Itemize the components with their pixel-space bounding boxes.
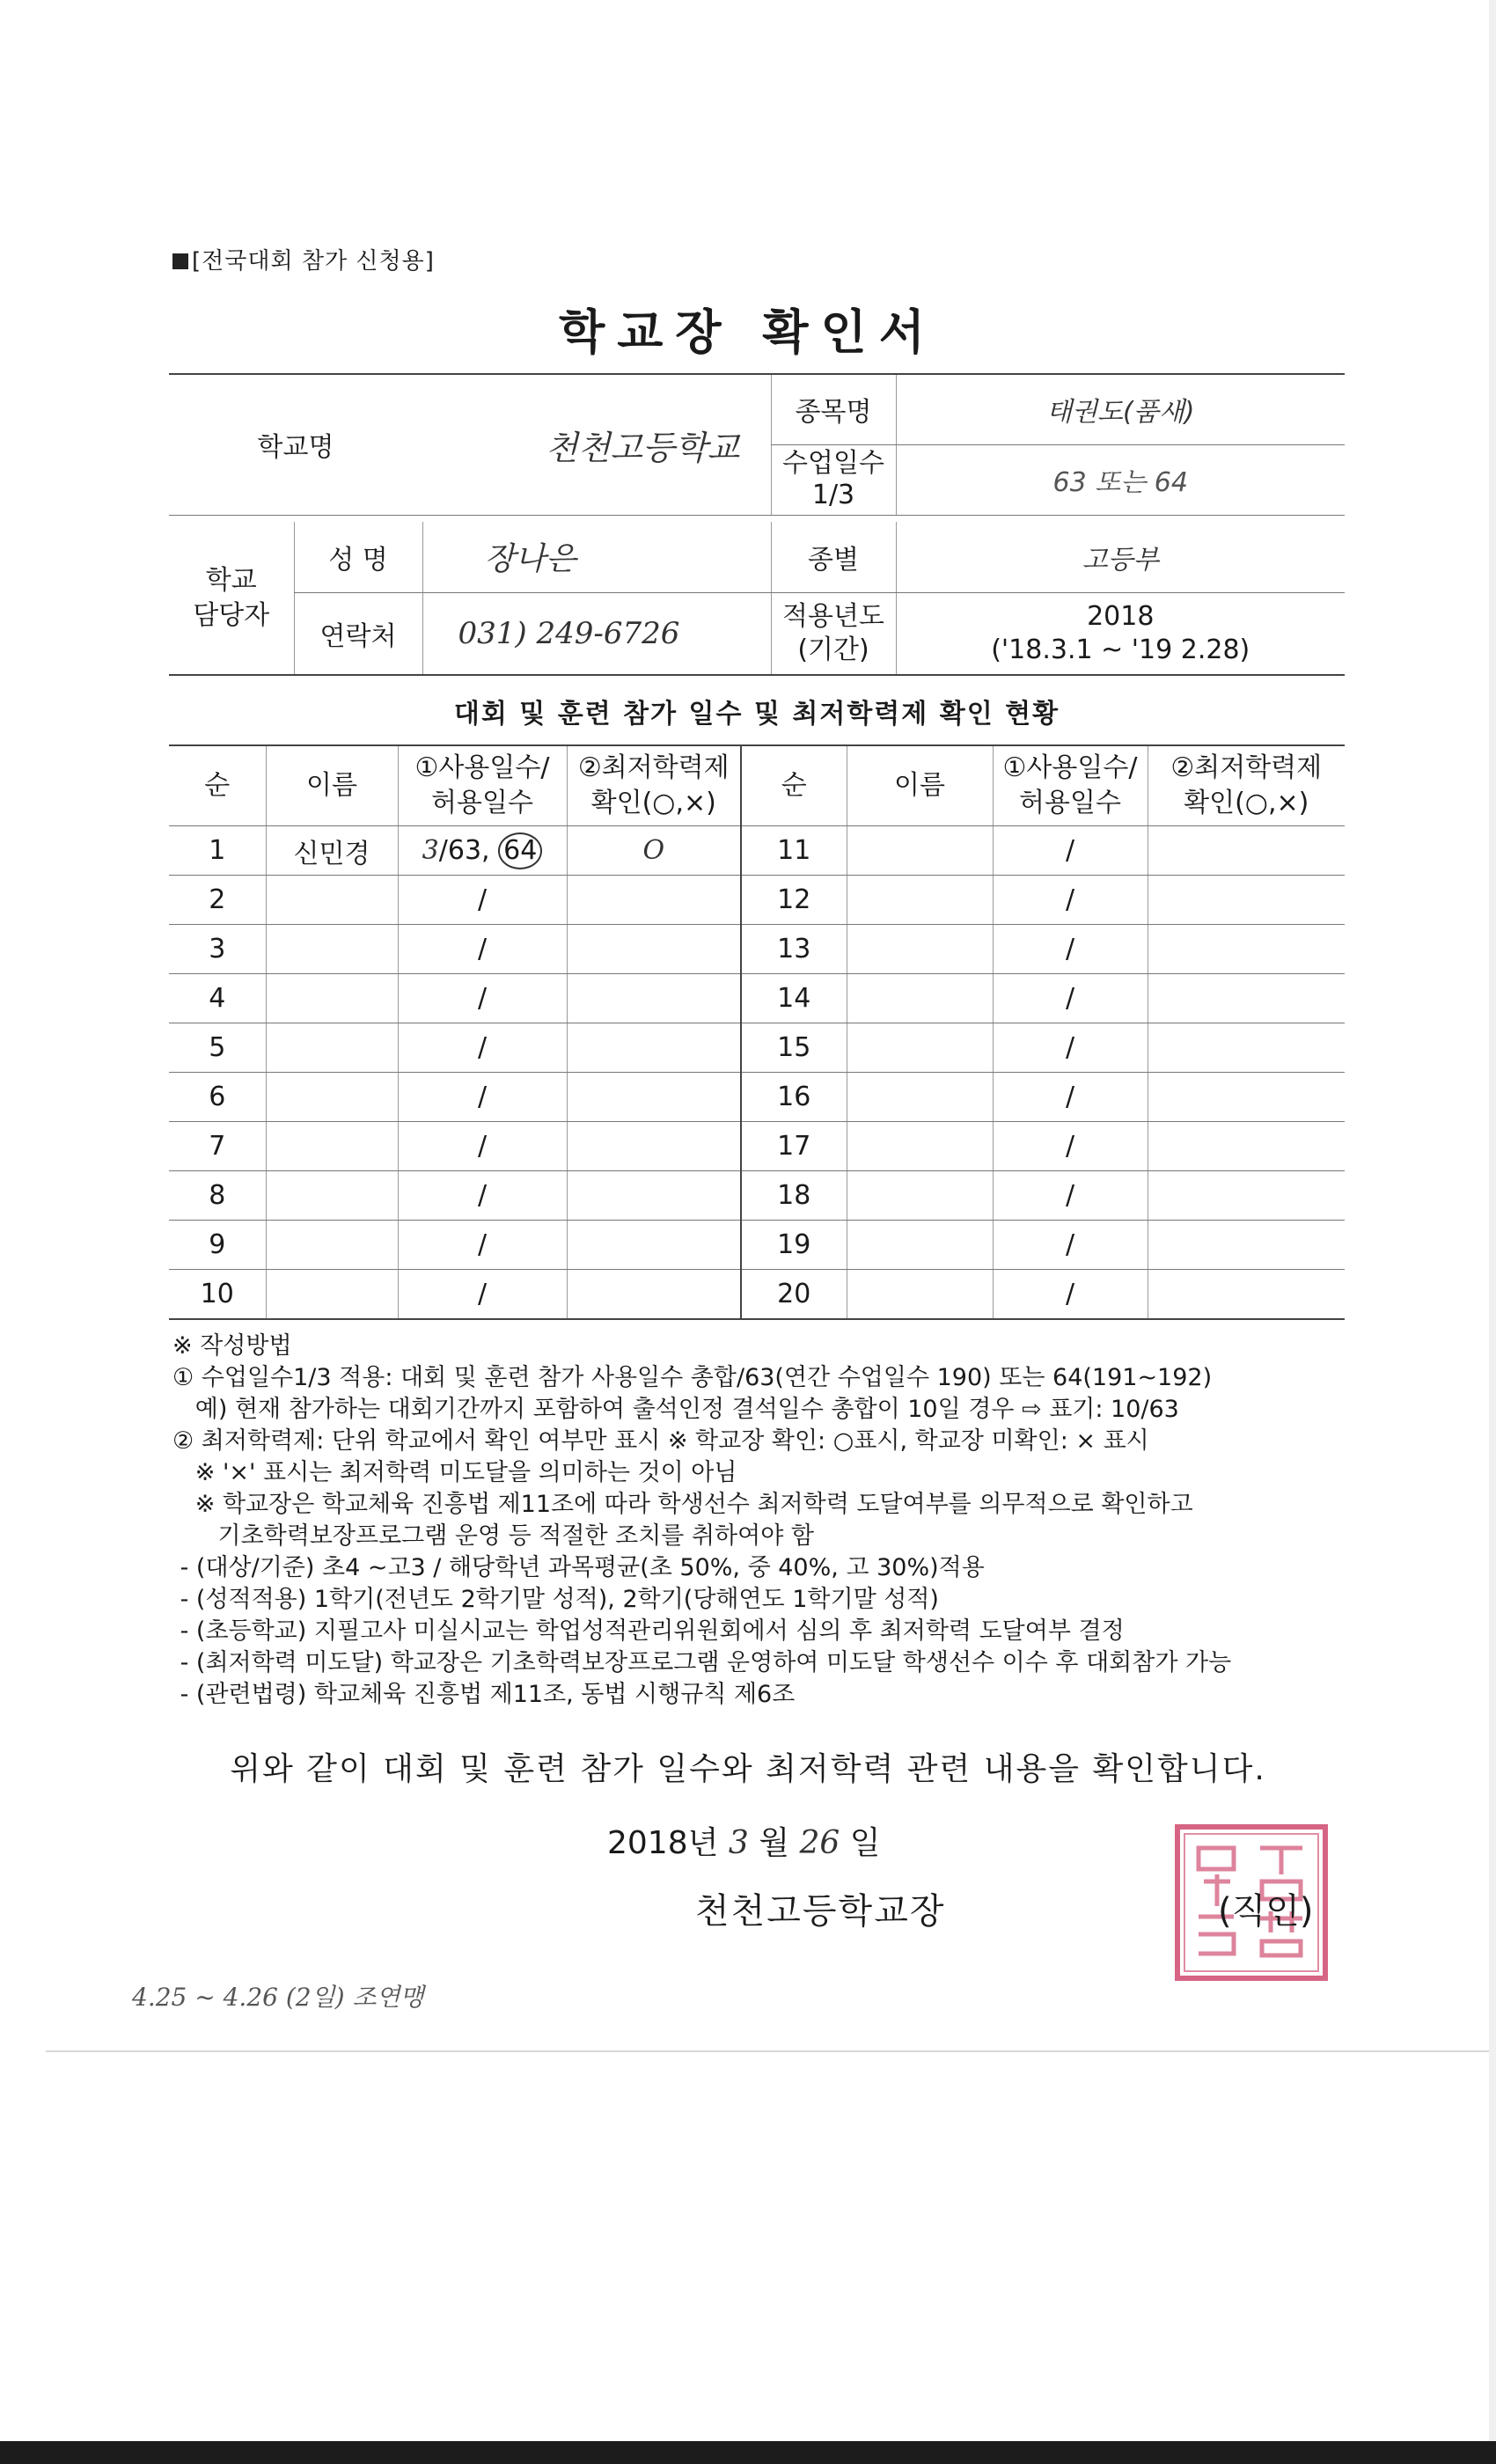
table-row: 7 / 17 / (169, 1122, 1345, 1171)
note-line: - (최저학력 미도달) 학교장은 기초학력보장프로그램 운영하여 미도달 학생선수 이수 후 대회참가 가능 (172, 1649, 1232, 1676)
col-days: ①사용일수/ 허용일수 (398, 745, 567, 826)
school-name-value: 천천고등학교 (422, 374, 771, 515)
class-days-value: 63 또는 64 (896, 444, 1345, 515)
category-value: 고등부 (896, 522, 1345, 592)
instructions (172, 1331, 1352, 1711)
table-row: 9 / 19 / (169, 1221, 1345, 1270)
page-title: 학교장 확인서 (559, 304, 937, 360)
note-line: ※ 학교장은 학교체육 진흥법 제11조에 따라 학생선수 최저학력 도달여부를 의무적으로 확인하고 (172, 1491, 1193, 1518)
table-header-row (169, 745, 1345, 826)
staff-name-value: 장나은 (422, 522, 771, 592)
category-label: 종별 (771, 522, 896, 592)
roster-table (169, 744, 1345, 1320)
col-no: 순 (741, 745, 847, 826)
year-value: 2018 ('18.3.1 ~ '19 2.28) (896, 592, 1345, 675)
note-line: ② 최저학력제: 단위 학교에서 확인 여부만 표시 ※ 학교장 확인: ○표시, 학교장 미확인: × 표시 (172, 1427, 1149, 1455)
note-line: ※ 작성방법 (172, 1332, 292, 1360)
note-line: ① 수업일수1/3 적용: 대회 및 훈련 참가 사용일수 총합/63(연간 수업일수 190) 또는 64(191~192) (172, 1364, 1213, 1391)
col-no: 순 (169, 745, 266, 826)
confirmation-statement: 위와 같이 대회 및 훈련 참가 일수와 최저학력 관련 내용을 확인합니다. (230, 1751, 1266, 1787)
table-row: 10 / 20 / (169, 1270, 1345, 1320)
staff-label: 학교 담당자 (169, 522, 294, 675)
scan-border (0, 2441, 1496, 2464)
event-label: 종목명 (771, 374, 896, 444)
table-row: 4 / 14 / (169, 974, 1345, 1023)
col-days: ①사용일수/ 허용일수 (993, 745, 1148, 826)
year-label: 적용년도 (기간) (771, 592, 896, 675)
note-line: ※ '×' 표시는 최저학력 미도달을 의미하는 것이 아님 (172, 1459, 737, 1486)
table-row: 1 신민경 3/63, 64 O 11 / (169, 826, 1345, 876)
col-name: 이름 (847, 745, 993, 826)
principal-title: 천천고등학교장 (695, 1891, 946, 1932)
col-check: ②최저학력제 확인(○,×) (567, 745, 741, 826)
note-line: - (대상/기준) 초4 ~고3 / 해당학년 과목평균(초 50%, 중 40%, 고 30%)적용 (172, 1554, 985, 1581)
table-row: 2 / 12 / (169, 876, 1345, 925)
class-days-label: 수업일수 1/3 (771, 444, 896, 515)
page-edge (46, 2050, 1496, 2052)
note-line: - (초등학교) 지필고사 미실시교는 학업성적관리위원회에서 심의 후 최저학력 도달여부 결정 (172, 1617, 1125, 1645)
school-name-label: 학교명 (169, 374, 422, 515)
seal-label: (직인) (1218, 1891, 1314, 1932)
table-row: 6 / 16 / (169, 1073, 1345, 1122)
event-value: 태권도(품새) (896, 374, 1345, 444)
contact-value: 031) 249-6726 (422, 592, 771, 675)
note-line: - (관련법령) 학교체육 진흥법 제11조, 동법 시행규칙 제6조 (172, 1681, 796, 1708)
square-bullet-icon (172, 253, 188, 269)
handwritten-margin-note: 4.25 ~ 4.26 (2일) 조연맹 (132, 1983, 424, 2012)
note-line: 기초학력보장프로그램 운영 등 적절한 조치를 취하여야 함 (172, 1522, 814, 1550)
table-row: 5 / 15 / (169, 1023, 1345, 1073)
table-row: 8 / 18 / (169, 1171, 1345, 1221)
circled-value: 64 (498, 832, 542, 869)
note-line: - (성적적용) 1학기(전년도 2학기말 성적), 2학기(당해연도 1학기말 성적) (172, 1586, 939, 1613)
scan-edge (1489, 0, 1496, 2464)
form-type-tag: [전국대회 참가 신청용] (172, 243, 435, 275)
section-title: 대회 및 훈련 참가 일수 및 최저학력제 확인 현황 (453, 699, 1060, 730)
contact-label: 연락처 (294, 592, 422, 675)
info-table (169, 373, 1345, 676)
col-check: ②최저학력제 확인(○,×) (1148, 745, 1345, 826)
table-row: 3 / 13 / (169, 925, 1345, 974)
note-line: 예) 현재 참가하는 대회기간까지 포함하여 출석인정 결석일수 총합이 10일 경우 ⇨ 표기: 10/63 (172, 1396, 1179, 1423)
col-name: 이름 (266, 745, 398, 826)
issue-date: 2018년 3 월 26 일 (607, 1825, 881, 1861)
staff-name-label: 성 명 (294, 522, 422, 592)
